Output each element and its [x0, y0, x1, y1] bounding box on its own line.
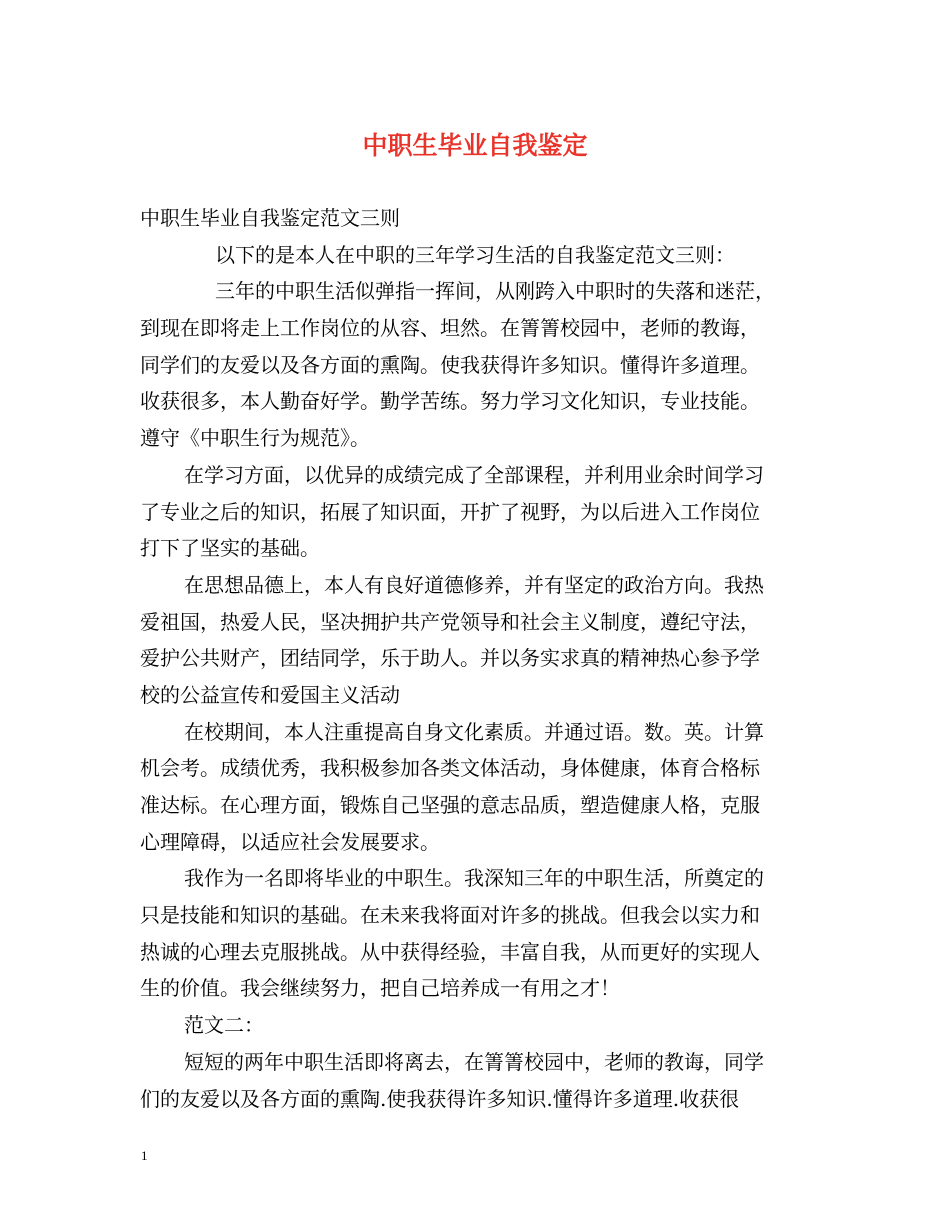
paragraph-line: 我作为一名即将毕业的中职生。我深知三年的中职生活，所奠定的: [184, 866, 764, 891]
paragraph-line: 生的价值。我会继续努力，把自己培养成一有用之才！: [140, 976, 620, 1001]
paragraph-line: 只是技能和知识的基础。在未来我将面对许多的挑战。但我会以实力和: [140, 903, 760, 928]
subtitle-line: 中职生毕业自我鉴定范文三则: [140, 206, 400, 230]
document-title: 中职生毕业自我鉴定: [362, 131, 588, 160]
paragraph-line: 三年的中职生活似弹指一挥间，从刚跨入中职时的失落和迷茫，: [215, 279, 775, 304]
paragraph-line: 们的友爱以及各方面的熏陶.使我获得许多知识.懂得许多道理.收获很: [140, 1086, 740, 1111]
document-body: [140, 200, 816, 1117]
page-number: 1: [141, 1148, 148, 1163]
paragraph-line: 到现在即将走上工作岗位的从容、坦然。在箐箐校园中，老师的教诲，: [140, 316, 760, 341]
paragraph-line: 爱护公共财产，团结同学，乐于助人。并以务实求真的精神热心参予学: [140, 646, 760, 671]
paragraph-line: 了专业之后的知识，拓展了知识面，开扩了视野，为以后进入工作岗位: [140, 499, 760, 524]
paragraph-line: 机会考。成绩优秀，我积极参加各类文体活动，身体健康，体育合格标: [140, 756, 760, 781]
paragraph-line: 在学习方面，以优异的成绩完成了全部课程，并利用业余时间学习: [184, 462, 764, 487]
paragraph-line: 打下了坚实的基础。: [140, 536, 320, 561]
paragraph-line: 爱祖国，热爱人民，坚决拥护共产党领导和社会主义制度，遵纪守法，: [140, 609, 760, 634]
paragraph-line: 心理障碍，以适应社会发展要求。: [140, 829, 440, 854]
intro-line: 以下的是本人在中职的三年学习生活的自我鉴定范文三则：: [215, 242, 735, 267]
paragraph-line: 在思想品德上，本人有良好道德修养，并有坚定的政治方向。我热: [184, 572, 764, 597]
paragraph-line: 短短的两年中职生活即将离去，在箐箐校园中，老师的教诲，同学: [184, 1049, 764, 1074]
paragraph-line: 收获很多，本人勤奋好学。勤学苦练。努力学习文化知识，专业技能。: [140, 389, 760, 414]
section-heading: 范文二：: [184, 1013, 264, 1038]
paragraph-line: 热诚的心理去克服挑战。从中获得经验，丰富自我，从而更好的实现人: [140, 939, 760, 964]
paragraph-line: 在校期间，本人注重提高自身文化素质。并通过语。数。英。计算: [184, 719, 764, 744]
paragraph-line: 同学们的友爱以及各方面的熏陶。使我获得许多知识。懂得许多道理。: [140, 352, 760, 377]
paragraph-line: 校的公益宣传和爱国主义活动: [140, 682, 400, 707]
paragraph-line: 准达标。在心理方面，锻炼自己坚强的意志品质，塑造健康人格，克服: [140, 793, 760, 817]
paragraph-line: 遵守《中职生行为规范》。: [140, 426, 370, 451]
